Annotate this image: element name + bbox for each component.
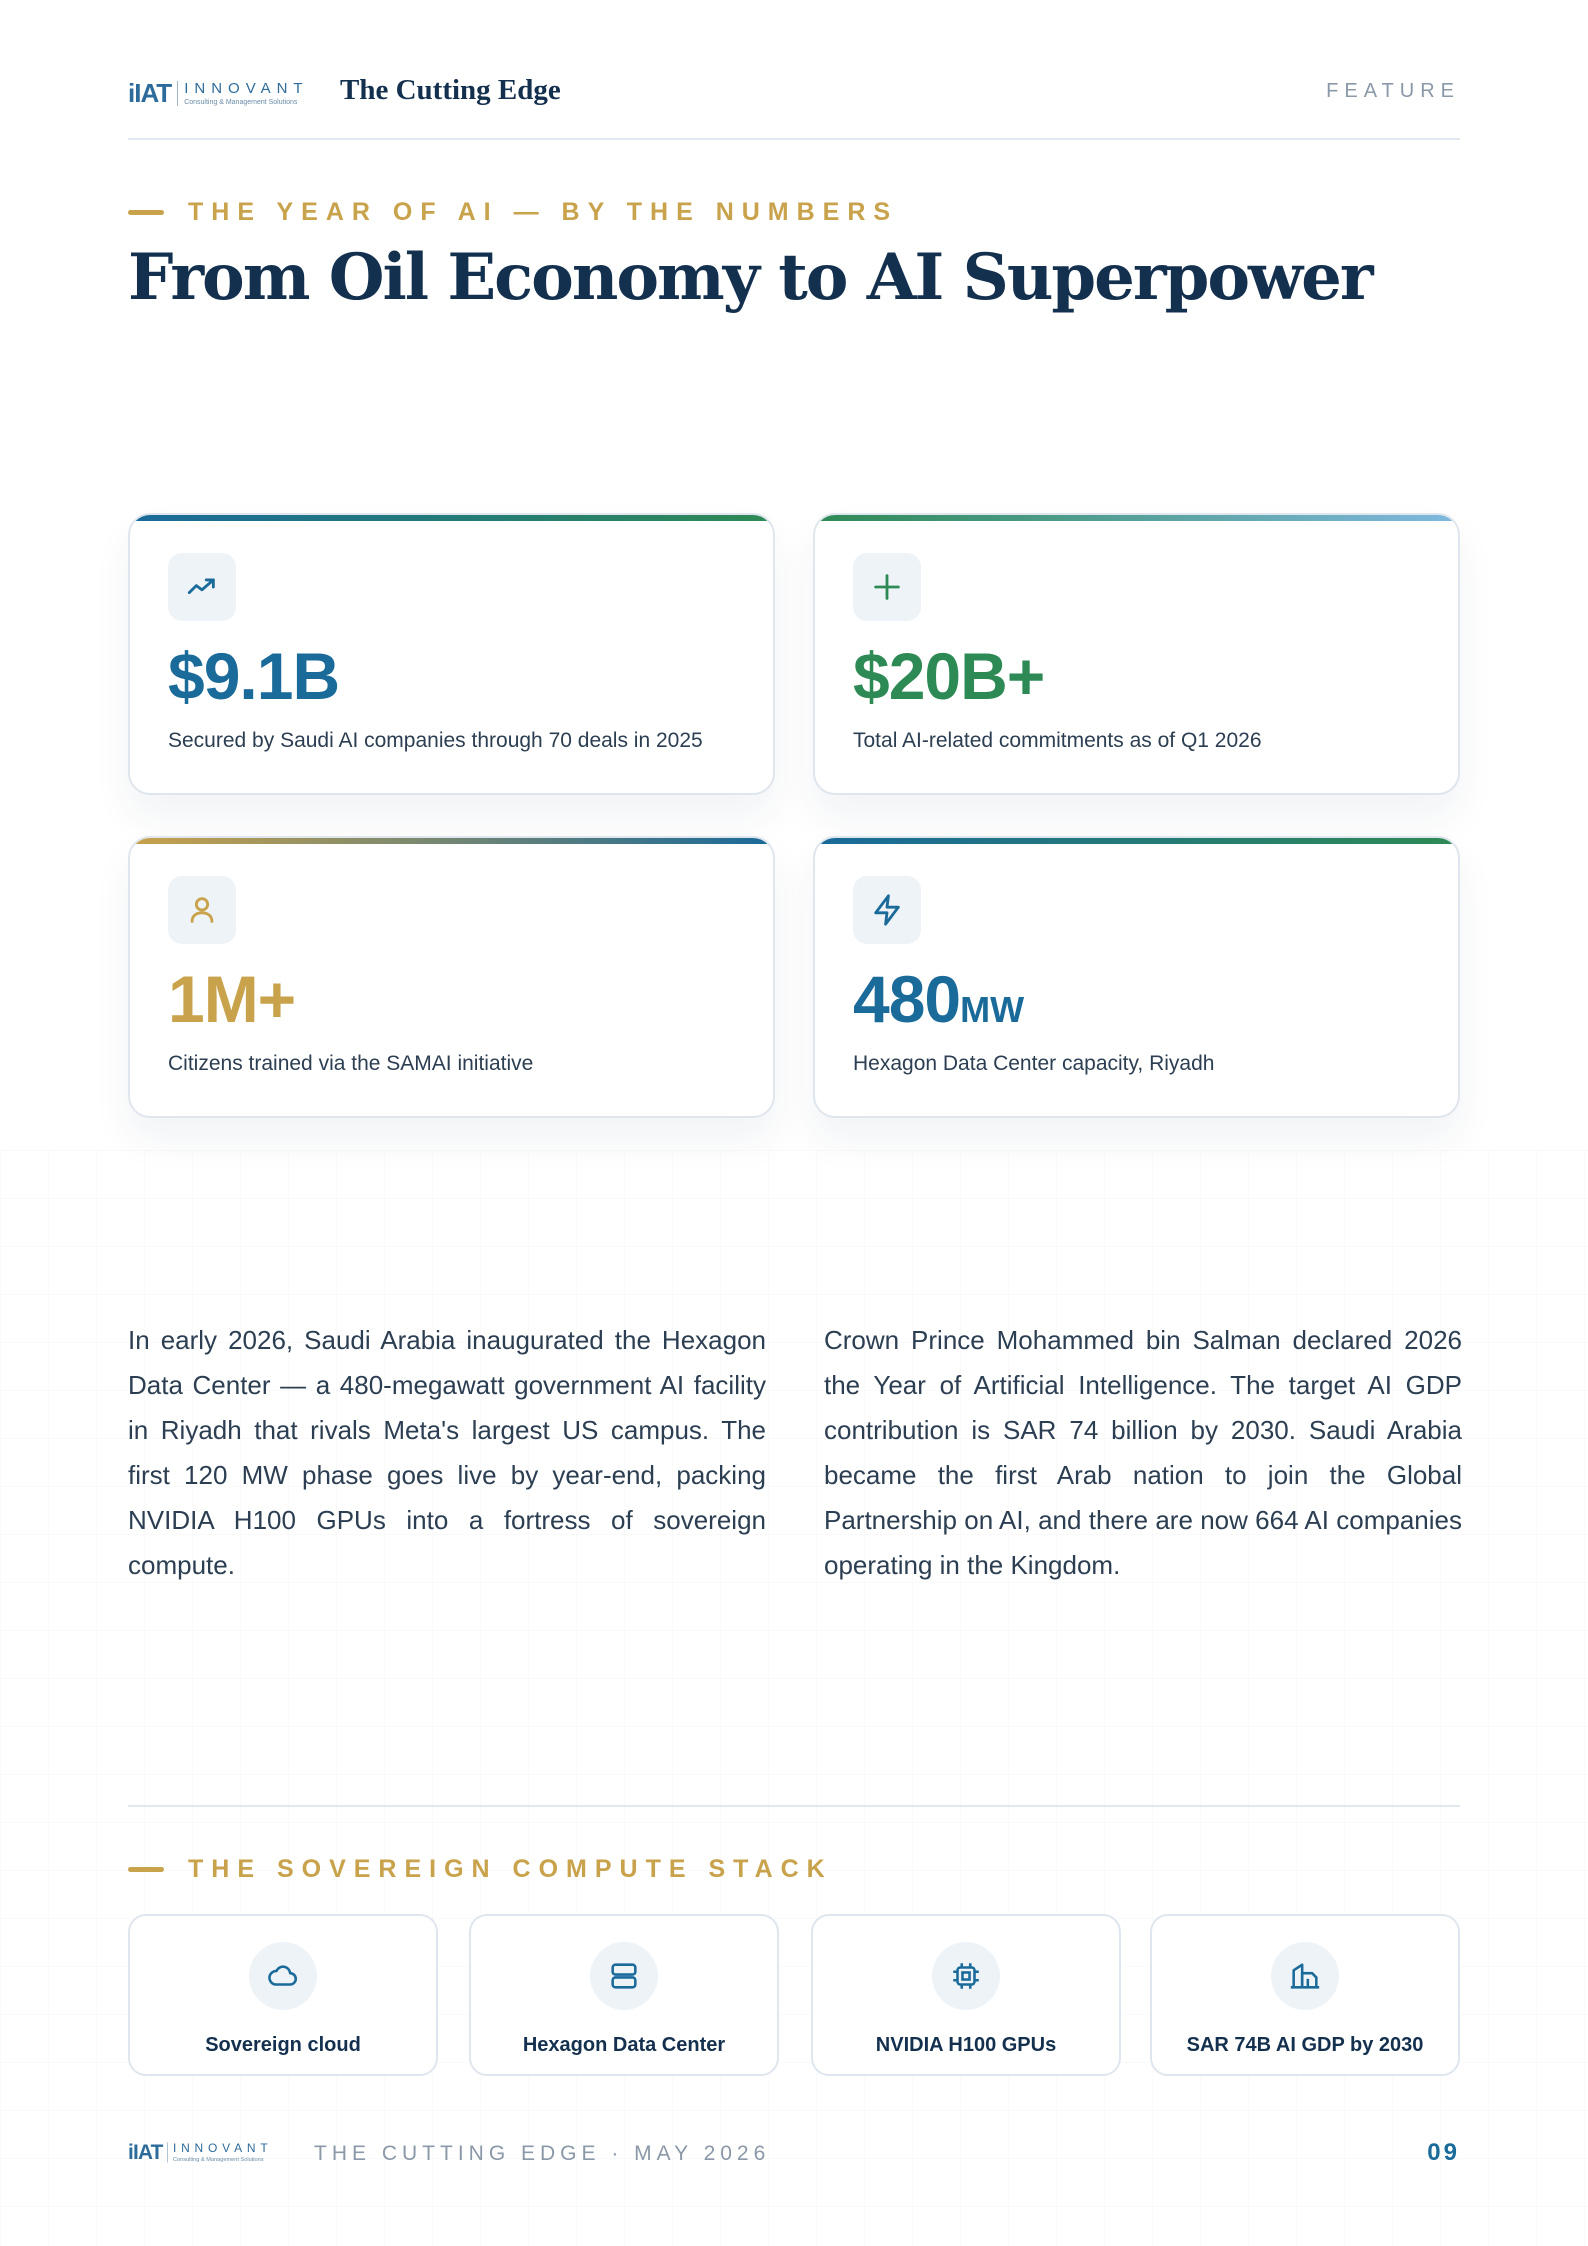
stat-unit: MW <box>960 989 1025 1030</box>
eyebrow-text: THE YEAR OF AI — BY THE NUMBERS <box>188 198 899 226</box>
card-accent-bar <box>130 838 773 844</box>
card-accent-bar <box>130 515 773 521</box>
stat-caption: Citizens trained via the SAMAI initiative <box>168 1052 534 1075</box>
stack-item-gpus <box>811 1914 1121 2076</box>
stack-item-gdp <box>1150 1914 1460 2076</box>
section-divider <box>128 1805 1460 1807</box>
stat-value: $20B+ <box>853 639 1045 713</box>
stack-item-label: Hexagon Data Center <box>522 2034 726 2056</box>
publication-title: The Cutting Edge <box>340 74 561 106</box>
chip-icon <box>932 1942 1000 2010</box>
eyebrow-text: THE SOVEREIGN COMPUTE STACK <box>188 1855 833 1883</box>
plus-icon <box>853 553 921 621</box>
logo-tagline: Consulting & Management Solutions <box>184 99 298 106</box>
page-header <box>128 72 1460 140</box>
stack-item-label: Sovereign cloud <box>205 2034 361 2056</box>
eyebrow-dash <box>128 210 164 215</box>
stat-caption: Total AI-related commitments as of Q1 2026 <box>853 729 1262 752</box>
card-accent-bar <box>815 515 1458 521</box>
footer-issue: THE CUTTING EDGE · MAY 2026 <box>314 2142 771 2165</box>
stack-item-label: NVIDIA H100 GPUs <box>875 2034 1057 2056</box>
body-column-right: Crown Prince Mohammed bin Salman declared 2026 the Year of Artificial Intelligence. The target AI GDP contribution is SAR 74 billion by 2030. Saudi Arabia became the first Arab nation to join the Global Partnership on AI, and there are now 664 AI companies operating in the Kingdom. <box>824 1325 1462 1580</box>
stat-card-commitments <box>813 513 1460 795</box>
page-number: 09 <box>1427 2139 1460 2166</box>
logo-name: INNOVANT <box>184 80 309 97</box>
logo-tagline: Consulting & Management Solutions <box>172 2156 264 2163</box>
logo-name: INNOVANT <box>172 2141 273 2156</box>
stack-item-cloud <box>128 1914 438 2076</box>
stat-card-capacity <box>813 836 1460 1118</box>
stat-caption: Secured by Saudi AI companies through 70 deals in 2025 <box>168 729 703 752</box>
logo-mark: iIAT <box>128 78 172 108</box>
trending-up-icon <box>168 553 236 621</box>
stack-item-label: SAR 74B AI GDP by 2030 <box>1186 2034 1424 2056</box>
stat-card-citizens <box>128 836 775 1118</box>
user-icon <box>168 876 236 944</box>
stat-value: 480MW <box>853 962 1025 1036</box>
building-icon <box>1271 1942 1339 2010</box>
server-icon <box>590 1942 658 2010</box>
stat-value: $9.1B <box>168 639 340 713</box>
lightning-icon <box>853 876 921 944</box>
stat-value: 1M+ <box>168 962 296 1036</box>
body-column-left: In early 2026, Saudi Arabia inaugurated the Hexagon Data Center — a 480-megawatt government AI facility in Riyadh that rivals Meta's largest US campus. The first 120 MW phase goes live by year-end, packing NVIDIA H100 GPUs into a fortress of sovereign compute. <box>128 1325 766 1580</box>
page-title: From Oil Economy to AI Superpower <box>128 240 1372 315</box>
footer-logo <box>128 2140 272 2165</box>
stat-card-investment <box>128 513 775 795</box>
section-label: FEATURE <box>1326 80 1460 102</box>
stat-caption: Hexagon Data Center capacity, Riyadh <box>853 1052 1215 1075</box>
innovant-logo <box>128 78 309 109</box>
cloud-icon <box>249 1942 317 2010</box>
card-accent-bar <box>815 838 1458 844</box>
stack-item-datacenter <box>469 1914 779 2076</box>
stack-eyebrow <box>128 1855 833 1884</box>
eyebrow-dash <box>128 1867 164 1872</box>
hero-eyebrow <box>128 198 898 227</box>
logo-mark: iIAT <box>128 2140 163 2164</box>
